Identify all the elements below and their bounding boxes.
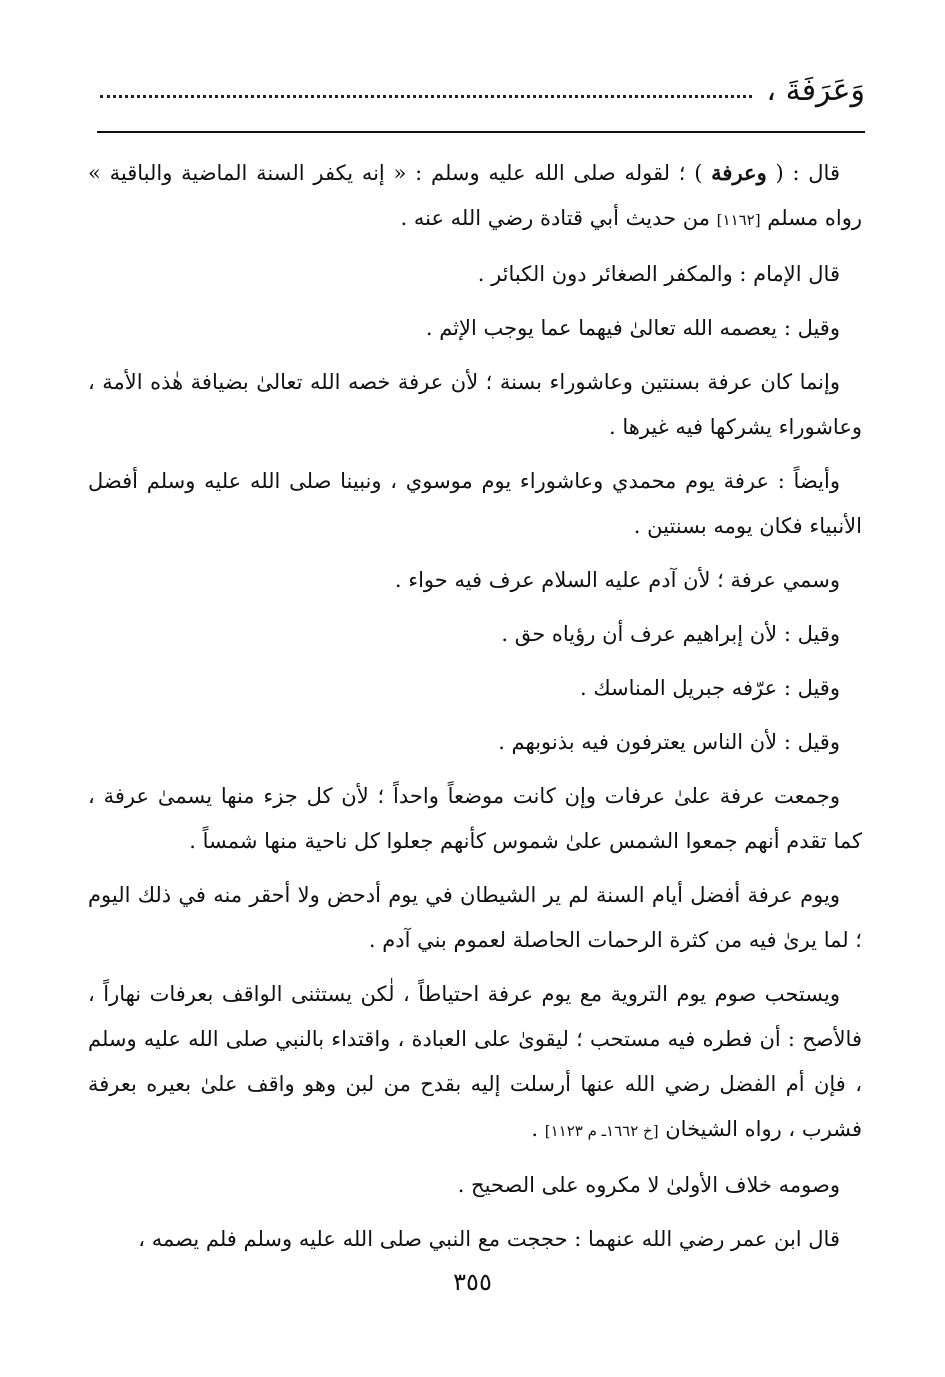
running-header	[90, 68, 865, 112]
paragraph-9: وقيل : لأن الناس يعترفون فيه بذنوبهم .	[498, 730, 840, 754]
paragraph-1-term: وعرفة	[711, 160, 767, 185]
paragraph-11: ويوم عرفة أفضل أيام السنة لم ير الشيطان في يوم أدحض ولا أحقر منه في ذلك اليوم ؛ لما يرىٰ فيه من كثرة الرحمات الحاصلة لعموم بني آدم .	[88, 883, 862, 952]
paragraph-14: قال ابن عمر رضي الله عنهما : حججت مع النبي صلى الله عليه وسلم فلم يصمه ،	[138, 1227, 840, 1251]
paragraph-1-body: ) ؛ لقوله صلى الله عليه وسلم : « إنه يكفر السنة الماضية والباقية » رواه مسلم	[88, 161, 862, 230]
paragraph-2: قال الإمام : والمكفر الصغائر دون الكبائر .	[477, 262, 840, 286]
paragraph-1-lead: قال : (	[766, 161, 840, 185]
paragraph-12-body: ويستحب صوم يوم التروية مع يوم عرفة احتياطاً ، لٰكن يستثنى الواقف بعرفات نهاراً ، فالأصح : أن فطره فيه مستحب ؛ ليقوىٰ على العبادة ، واقتداء بالنبي صلى الله عليه وسلم ، فإن أم الفضل رضي الله عنها أرسلت إليه بقدح من لبن وهو واقف علىٰ بعيره بعرفة فشرب ، رواه الشيخان	[88, 982, 862, 1141]
paragraph-4: وإنما كان عرفة بسنتين وعاشوراء بسنة ؛ لأن عرفة خصه الله تعالىٰ بضيافة هٰذه الأمة ، وعاشوراء يشركها فيه غيرها .	[88, 370, 862, 439]
paragraph-1	[88, 150, 862, 243]
paragraph-1-tail: من حديث أبي قتادة رضي الله عنه .	[400, 206, 717, 230]
paragraph-13: وصومه خلاف الأولىٰ لا مكروه على الصحيح .	[457, 1173, 840, 1197]
paragraph-8: وقيل : عرّفه جبريل المناسك .	[579, 676, 840, 700]
paragraph-7: وقيل : لأن إبراهيم عرف أن رؤياه حق .	[501, 622, 840, 646]
paragraph-6: وسمي عرفة ؛ لأن آدم عليه السلام عرف فيه حواء .	[394, 568, 840, 592]
paragraph-3: وقيل : يعصمه الله تعالىٰ فيهما عما يوجب الإثم .	[425, 316, 840, 340]
paragraph-12-tail: .	[531, 1117, 545, 1141]
paragraph-10: وجمعت عرفة علىٰ عرفات وإن كانت موضعاً واحداً ؛ لأن كل جزء منها يسمىٰ عرفة ، كما تقدم أنهم جمعوا الشمس علىٰ شموس كأنهم جعلوا كل ناحية منها شمساً .	[88, 784, 862, 853]
paragraph-12	[88, 972, 862, 1154]
page-number: ٣٥٥	[453, 1268, 492, 1296]
paragraph-1-ref: [١١٦٢]	[716, 211, 761, 229]
header-dotted-leader	[100, 95, 752, 98]
paragraph-12-ref: [خ ١٦٦٢ـ م ١١٢٣]	[544, 1122, 659, 1140]
header-rule	[97, 131, 865, 133]
paragraph-5: وأيضاً : عرفة يوم محمدي وعاشوراء يوم موسوي ، ونبينا صلى الله عليه وسلم أفضل الأنبياء فكان يومه بسنتين .	[88, 469, 862, 538]
page-body	[88, 150, 862, 1271]
header-title: وَعَرَفَةَ ،	[766, 72, 865, 108]
